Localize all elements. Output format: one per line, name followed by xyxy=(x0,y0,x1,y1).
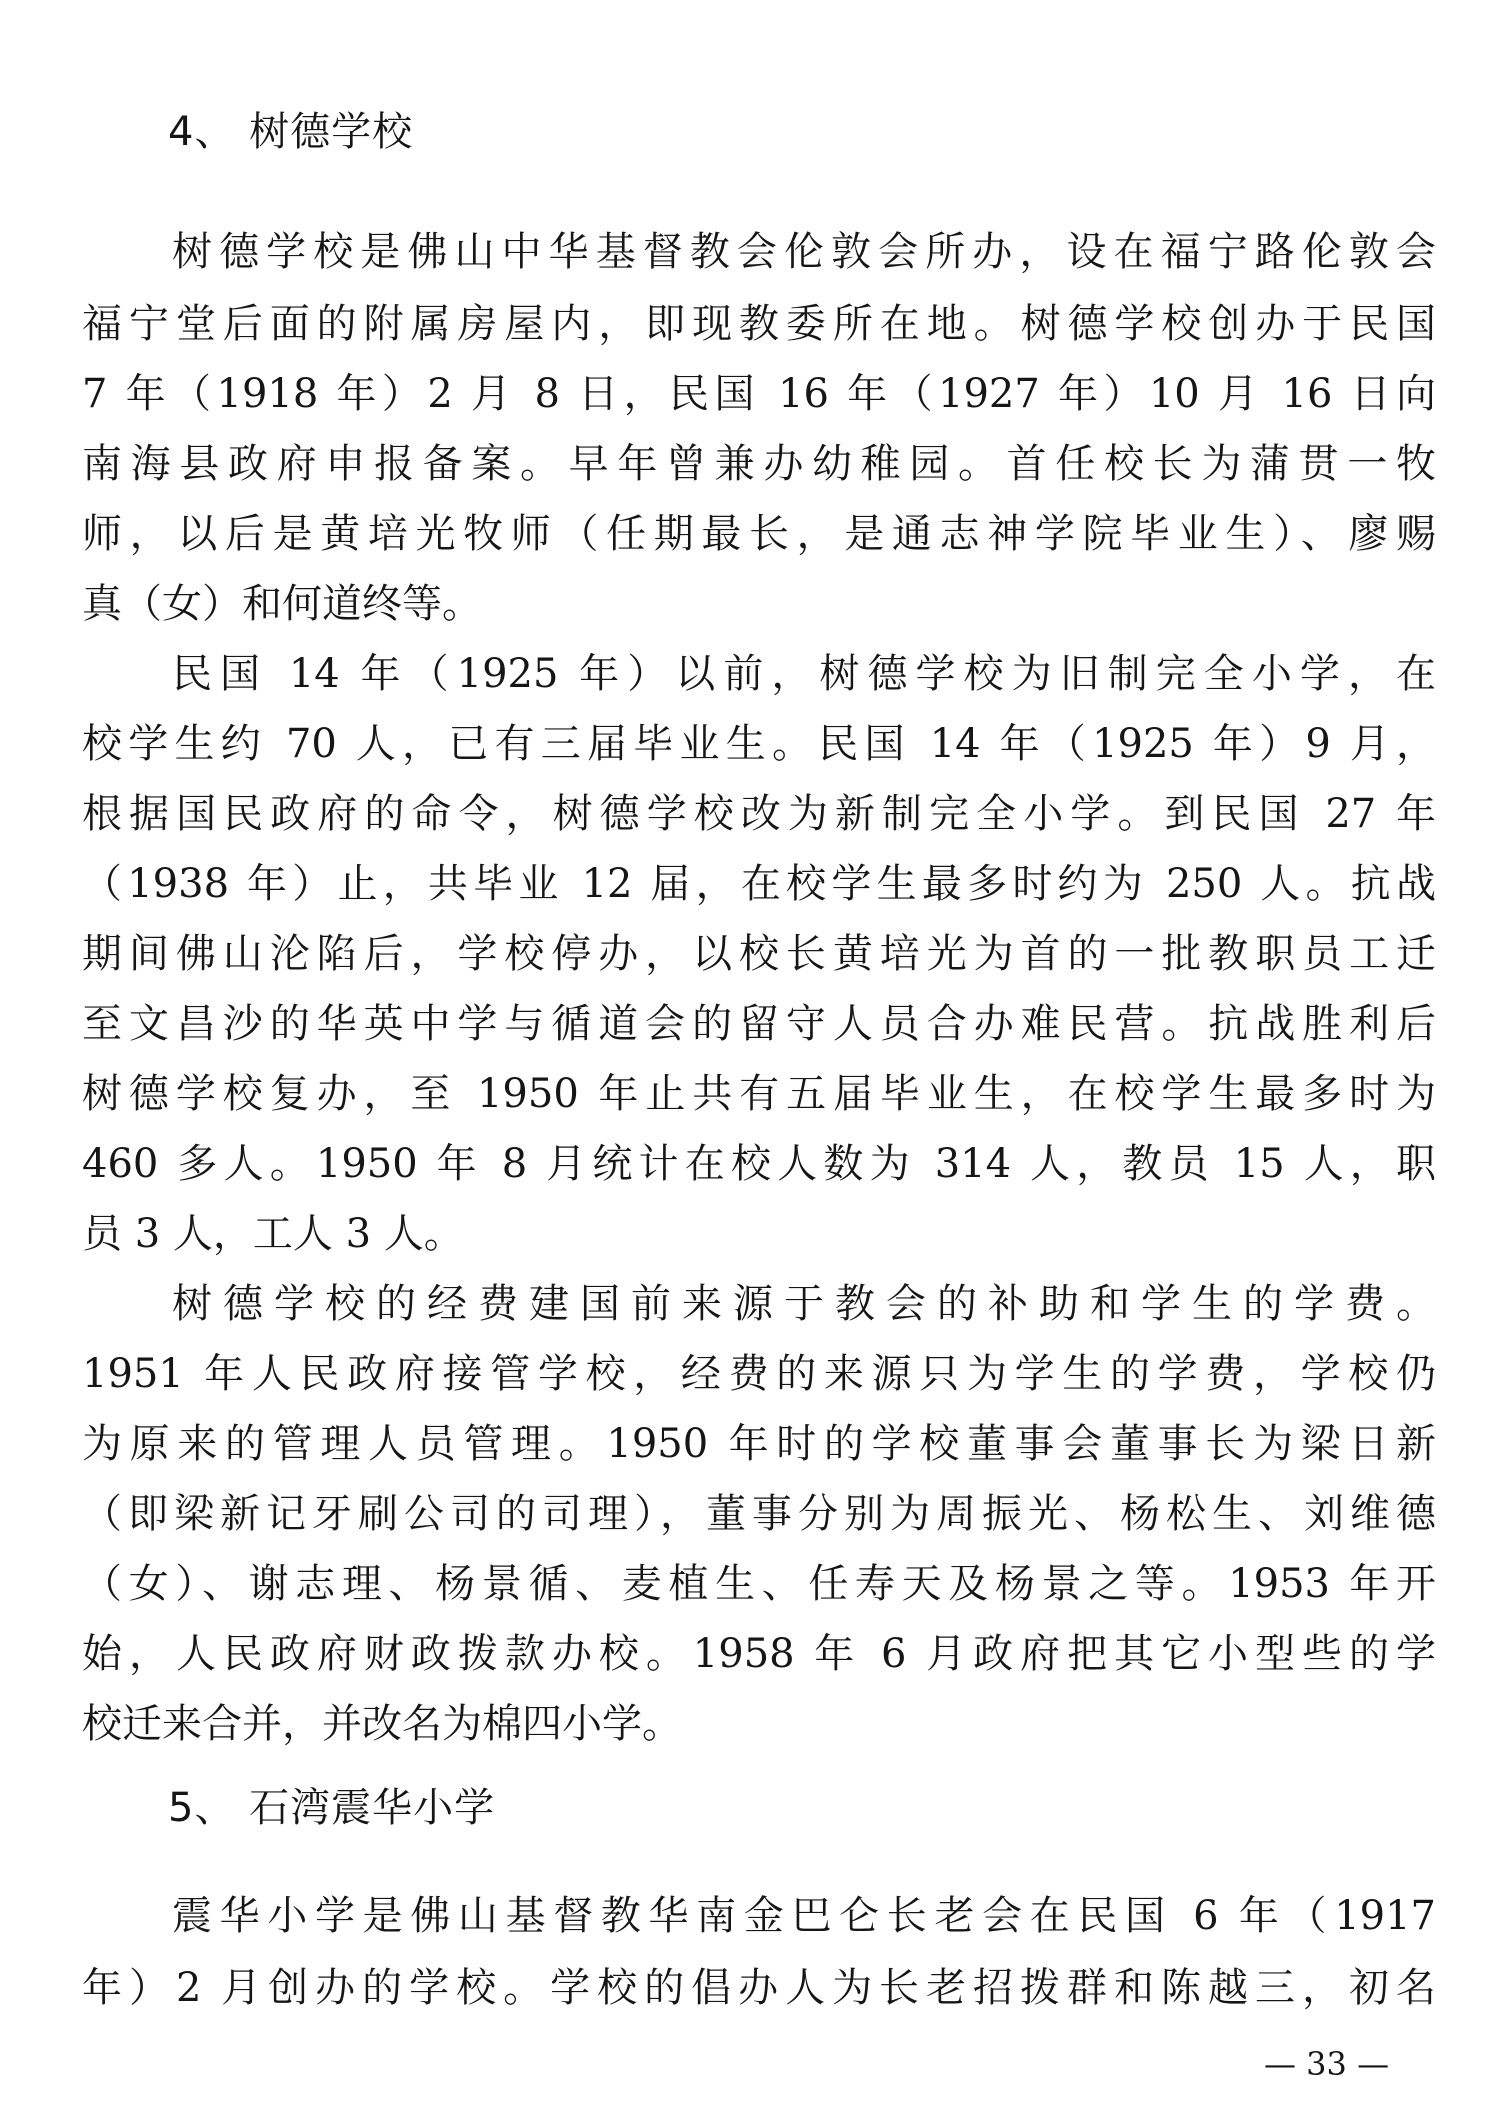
paragraph-line: 真（女）和何道终等。 xyxy=(82,581,482,627)
paragraph-line: 根据国民政府的命令，树德学校改为新制完全小学。到民国 27 年 xyxy=(82,791,1436,837)
paragraph-line: 震华小学是佛山基督教华南金巴仑长老会在民国 6 年（1917 xyxy=(172,1893,1436,1939)
section-title-zhenhua-school: 5、 石湾震华小学 xyxy=(168,1785,496,1831)
paragraph-line: 树德学校的经费建国前来源于教会的补助和学生的学费。 xyxy=(172,1281,1436,1327)
paragraph-line: 7 年（1918 年）2 月 8 日，民国 16 年（1927 年）10 月 16 日向 xyxy=(82,371,1436,417)
paragraph-line: 校学生约 70 人，已有三届毕业生。民国 14 年（1925 年）9 月， xyxy=(82,721,1436,767)
paragraph-line: 1951 年人民政府接管学校，经费的来源只为学生的学费，学校仍 xyxy=(82,1351,1436,1397)
paragraph-line: 始，人民政府财政拨款办校。1958 年 6 月政府把其它小型些的学 xyxy=(82,1631,1436,1677)
section-title-shude-school: 4、 树德学校 xyxy=(168,109,414,155)
paragraph-line: 校迁来合并，并改名为棉四小学。 xyxy=(82,1701,682,1747)
paragraph-line: 期间佛山沦陷后，学校停办，以校长黄培光为首的一批教职员工迁 xyxy=(82,931,1436,977)
paragraph-line: 树德学校是佛山中华基督教会伦敦会所办，设在福宁路伦敦会 xyxy=(172,229,1436,275)
paragraph-line: （1938 年）止，共毕业 12 届，在校学生最多时约为 250 人。抗战 xyxy=(82,861,1436,907)
paragraph-line: （女）、谢志理、杨景循、麦植生、任寿天及杨景之等。1953 年开 xyxy=(82,1561,1436,1607)
paragraph-line: （即梁新记牙刷公司的司理），董事分别为周振光、杨松生、刘维德 xyxy=(82,1491,1436,1537)
paragraph-line: 福宁堂后面的附属房屋内，即现教委所在地。树德学校创办于民国 xyxy=(82,301,1436,347)
paragraph-line: 树德学校复办，至 1950 年止共有五届毕业生，在校学生最多时为 xyxy=(82,1071,1436,1117)
paragraph-line: 至文昌沙的华英中学与循道会的留守人员合办难民营。抗战胜利后 xyxy=(82,1001,1436,1047)
page-number: — 33 — xyxy=(1264,2045,1390,2083)
paragraph-line: 民国 14 年（1925 年）以前，树德学校为旧制完全小学，在 xyxy=(172,651,1436,697)
paragraph-line: 460 多人。1950 年 8 月统计在校人数为 314 人，教员 15 人，职 xyxy=(82,1141,1436,1187)
paragraph-line: 员 3 人，工人 3 人。 xyxy=(82,1211,464,1257)
paragraph-line: 为原来的管理人员管理。1950 年时的学校董事会董事长为梁日新 xyxy=(82,1421,1436,1467)
paragraph-line: 年）2 月创办的学校。学校的倡办人为长老招拨群和陈越三，初名 xyxy=(82,1965,1436,2011)
paragraph-line: 南海县政府申报备案。早年曾兼办幼稚园。首任校长为蒲贯一牧 xyxy=(82,441,1436,487)
paragraph-line: 师，以后是黄培光牧师（任期最长，是通志神学院毕业生）、廖赐 xyxy=(82,511,1436,557)
